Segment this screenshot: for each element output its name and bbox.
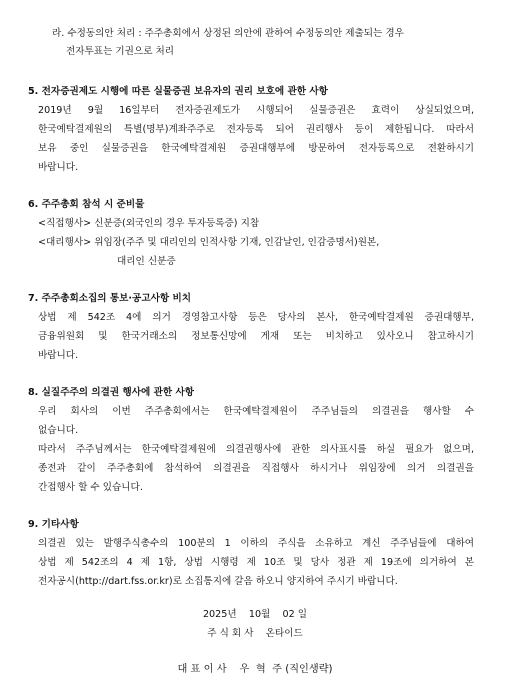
section-7-line: 금융위원회 및 한국거래소의 정보통신망에 게재 또는 비치하고 있사오니 참고하시기 xyxy=(38,331,474,342)
section-8-line: 없습니다. xyxy=(38,425,79,436)
section-6-proxy: <대리행사> 위임장(주주 및 대리인의 인적사항 기재, 인감날인, 인감증명서)원본, xyxy=(38,237,380,248)
section-5-line: 바랍니다. xyxy=(38,162,79,173)
section-9-heading: 9. 기타사항 xyxy=(28,519,79,530)
notice-date: 2025년 10월 02 일 xyxy=(202,609,308,620)
section-9-line: 의결권 있는 발행주식총수의 100분의 1 이하의 주식을 소유하고 계신 주주님들에 대하여 xyxy=(38,538,474,549)
section-7-line: 상법 제 542조 4에 의거 경영참고사항 등은 당사의 본사, 한국예탁결제원 증권대행부, xyxy=(38,312,474,323)
company-name: 주 식 회 사 온타이드 xyxy=(207,628,303,639)
section-5-line: 2019년 9월 16일부터 전자증권제도가 시행되어 실물증권은 효력이 상실되었으며, xyxy=(38,105,474,116)
section-7-heading: 7. 주주총회소집의 통보·공고사항 비치 xyxy=(28,293,191,304)
section-8-line: 따라서 주주님께서는 한국예탁결제원에 의결권행사에 관한 의사표시를 하실 필요가 없으며, xyxy=(38,444,474,455)
item-ra: 라. 수정동의안 처리 : 주주총회에서 상정된 의안에 관하여 수정동의안 제출되는 경우 xyxy=(52,28,404,39)
section-8-heading: 8. 실질주주의 의결권 행사에 관한 사항 xyxy=(28,387,195,398)
section-5-line: 한국예탁결제원의 특별(명부)계좌주주로 전자등록 되어 권리행사 등이 제한됩니다. 따라서 xyxy=(38,124,474,135)
section-9-line: 상법 제 542조의 4 제 1항, 상법 시행령 제 10조 및 당사 정관 제 19조에 의거하여 본 xyxy=(38,557,474,568)
item-ra-continued: 전자투표는 기권으로 처리 xyxy=(66,46,175,57)
section-9-line: 전자공시(http://dart.fss.or.kr)로 소집통지에 갈음 하오니 양지하여 주시기 바랍니다. xyxy=(38,576,398,587)
section-5-heading: 5. 전자증권제도 시행에 따른 실물증권 보유자의 권리 보호에 관한 사항 xyxy=(28,86,328,97)
section-6-direct: <직접행사> 신분증(외국인의 경우 투자등록증) 지참 xyxy=(38,218,260,229)
section-8-line: 우리 회사의 이번 주주총회에서는 한국예탁결제원이 주주님들의 의결권을 행사할 수 xyxy=(38,406,474,417)
section-6-heading: 6. 주주총회 참석 시 준비물 xyxy=(28,199,145,210)
section-6-proxy-id: 대리인 신분증 xyxy=(117,256,176,267)
section-8-line: 종전과 같이 주주총회에 참석하여 의결권을 직접행사 하시거나 위임장에 의거 의결권을 xyxy=(38,463,474,474)
section-5-line: 보유 중인 실물증권을 한국예탁결제원 증권대행부에 방문하여 전자등록으로 전환하시기 xyxy=(38,143,474,154)
ceo-signature: 대 표 이 사 우 혁 주 (직인생략) xyxy=(177,664,333,675)
section-7-line: 바랍니다. xyxy=(38,350,79,361)
section-8-line: 간접행사 할 수 있습니다. xyxy=(38,482,143,493)
